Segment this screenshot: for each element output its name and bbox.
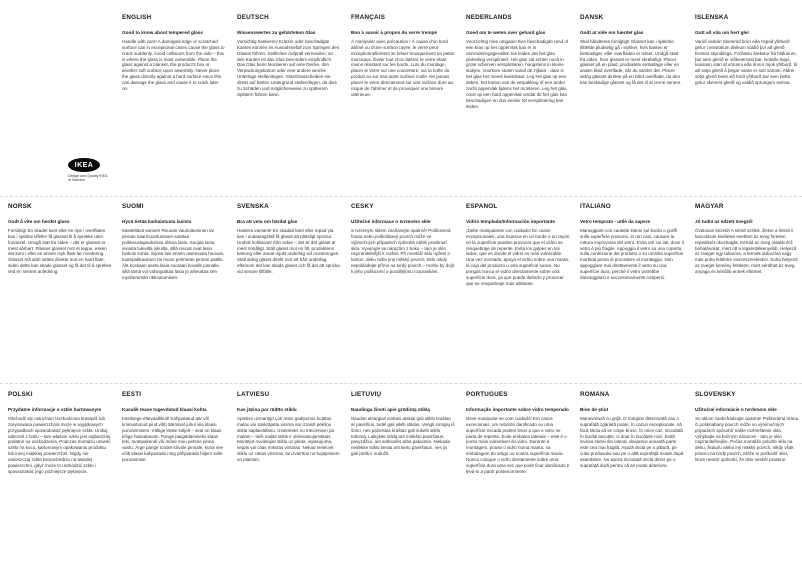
section-body: Manevrează cu grijă. O margine deteriorată sau o suprafață zgâriată poate, în cazuri excepționale, să facă sticla să se crape brusc. În orice caz, niciodată în bucăți ascuțite, ci doar în bucățele mici. Evită lovirea sticlei din lateral, deoarece această parte este cea mai fragilă. Așază sticla pe o pătură, pe cutia produsului sau pe o altă suprafață moale după asamblare. Nu așeza niciodată sticla direct pe o suprafață dură pentru că se poate deteriora. bbox=[580, 415, 684, 469]
language-label: EESTI bbox=[122, 391, 142, 398]
section-heading: Goed om te weten over gehard glas bbox=[466, 30, 546, 35]
language-label: ITALIANO bbox=[580, 203, 611, 210]
language-label: ENGLISH bbox=[122, 14, 152, 21]
section-is bbox=[695, 14, 799, 86]
section-body: Käsitsege ettevaatlikult! Kahjustatud äär või kriimustunud pind võib äärmisel juhul viia klaasi purunemiseni. Vältige lööke küljelt – seal on klaas kõige haavatavam. Pange paigaldamiseks klaas teki, tootepakendi või mõne muu pehme pinna vastu. Ärge pange toodet kõvale pinnale, kuna see võib klaasi kahjustada ning põhjustada hiljem selle purunemise. bbox=[122, 415, 224, 463]
section-body: Varúð varkár! Skemmd brún eða rispað yfirborð getur í einstökum tilvikum valdið því að glerið brotnar skyndilega. Forðastu árekstur frá hliðunum, þar sem glerið er viðkvæmast þar. Notaðu teppi, kassann utan af vörunni eða önnur mjúk yfirborð, til að setja glerið á þegar varan er sett saman. Aldrei setja glerið beint við hörð yfirborð þar sem þetta getur skemmt glerið og valdið sprungum seinna. bbox=[695, 38, 798, 86]
language-label: ČESKY bbox=[351, 203, 374, 210]
language-label: MAGYAR bbox=[695, 203, 724, 210]
section-lt bbox=[351, 391, 455, 457]
language-label: FRANÇAIS bbox=[351, 14, 386, 21]
language-label: ESPAÑOL bbox=[466, 203, 498, 210]
section-en bbox=[122, 14, 226, 92]
section-body: Voorzichtig mee omgaan! Een beschadigde rand of een kras op het oppervlak kan er in uitzonderingsgevallen toe leiden dat het glas plotseling versplintert. Het glas zal echter nooit in grote scherven versplinteren, hoogstens in kleine stukjes. Voorkom stoten vanaf de zijkant - daar is het glas het meest kwetsbaar. Leg het glas op een deken, het karton van de verpakking of een ander zacht oppervlak tijdens het monteren. Leg het glas nooit op een hard oppervlak omdat dit het glas kan beschadigen en dus eerder tot versplintering kan leiden. bbox=[466, 38, 569, 109]
section-de bbox=[237, 14, 341, 98]
section-et bbox=[122, 391, 226, 463]
section-heading: Godt å vite om herdet glass bbox=[8, 219, 70, 224]
section-sv bbox=[237, 203, 341, 275]
language-label: DANSK bbox=[580, 14, 604, 21]
section-fr bbox=[351, 14, 455, 98]
section-heading: Przydatne informacje o szkle hartowanym bbox=[8, 407, 102, 412]
section-heading: Kasulik teave tugevdatud klaasi kohta bbox=[122, 407, 207, 412]
section-body: So sklom zaobchádzajte opatrne! Poškodená hrana či poškriabaný povrch môže vo výnimočných prípadoch spôsobiť náhle roztrieštenie skla. Vyhýbajte sa bočným nárazom - tam je sklo najzraniteľnejšie. Počas montáže položte sklo na deku, škatuľu alebo iný mäkký povrch, nikdy však priamo na tvrdý povrch. Môže to poškodiť sklo, ktoré neskôr spôsobí, že sklo neskôr praskne. bbox=[695, 415, 799, 463]
section-nl bbox=[466, 14, 570, 110]
section-body: ¡Debe manipularse con cuidado! En casos excepcionales, una muesca en un borde o un rayón en la superficie pueden provocar que el vidrio se resquebraje de repente. Evita los golpes en los lados, que es donde el vidrio es más vulnerable. Una vez montado, apoya el vidrio sobre una manta, la caja del producto u otra superficie suave. No pongas nunca el vidrio directamente sobre una superficie dura, ya que puede dañarlo y provocar que se resquebraje más adelante. bbox=[466, 227, 570, 286]
section-heading: Bra att veta om härdat glas bbox=[237, 219, 298, 224]
section-body: Forsiktig! En skadet kant eller en ripe i overflaten kan i sjeldne tilfeller få glasset til å sprekke uten forvarsel. Unngå støt fra siden – det er glasset er mest sårbart. Plasser glasset mot et teppe, esken det kom i eller en annen myk flate før montering. Glasset må aldri settes direkte mot en hard flate, siden dette kan skade glasset og få det til å sprekke ved en senere anledning. bbox=[8, 227, 112, 275]
section-sk bbox=[695, 391, 799, 463]
section-heading: Informação importante sobre vidro temperado bbox=[466, 407, 569, 412]
section-heading: Good to know about tempered glass bbox=[122, 30, 203, 35]
section-body: Obchodź się ostrożnie! Uszkodzona krawędź lub zarysowana powierzchnia może w wyjątkowych przypadkach spowodować pęknięcie szkła. Unikaj uderzeń z boku – tam właśnie szkło jest najbardziej podatne na uszkodzenia. Podczas montażu umieść szkło na kocu, kartonowym opakowaniu produktu lub innej miękkiej powierzchni. Nigdy nie umieszczaj szkła bezpośrednio na twardej powierzchni, gdyż może to uszkodzić szkło i spowodować jego późniejsze pęknięcie. bbox=[8, 415, 111, 474]
section-heading: Wissenswertes zu gehärtetem Glas bbox=[237, 30, 316, 35]
section-pt bbox=[466, 391, 570, 475]
fold-line bbox=[0, 196, 802, 197]
language-label: ROMÂNA bbox=[580, 391, 610, 398]
section-heading: Užitečné informace o tvrzeném skle bbox=[351, 219, 431, 224]
language-label: SVENSKA bbox=[237, 203, 269, 210]
section-body: Maneggiare con cautela! Danni sul bordo o graffi sulla superficie possono, in rari casi, causare la rottura improvvisa del vetro. Evita urti sui lati, dove il vetro è più fragile. Appoggia il vetro su una coperta, sulla confezione del prodotto o su un'altra superficie morbida prima di procedere al montaggio. Non appoggiare mai direttamente il vetro su una superficie dura, perché il vetro potrebbe danneggiarsi e successivamente rompersi. bbox=[580, 227, 684, 281]
section-body: S tvrzeným sklem zacházejte opatrně! Poškozená hrana nebo poškrábaný povrch může ve výjimečných případech způsobit náhlé prasknutí skla. Vyvarujte se nárazům z boku – tam je sklo nejzranitelnější k rozbití. Při montáži sklo opřete o karton, deku nebo jiný měkký povrch. Sklo nikdy nepokládejte přímo na tvrdý povrch – mohlo by dojít k jeho poškození a pozdějšímu rozpraskání. bbox=[351, 227, 455, 275]
language-label: PORTUGUES bbox=[466, 391, 508, 398]
section-es bbox=[466, 203, 570, 287]
section-heading: Bon à savoir à propos du verre trempé bbox=[351, 30, 437, 35]
language-label: SUOMI bbox=[122, 203, 144, 210]
section-body: Deve manipular-se com cuidado! Em casos excecionais, um rebordo danificado ou uma superfície riscada podem levar a que o vidro se parta de repente. Evite embates laterais – este é o ponto mais vulnerável do vidro. Durante a montagem, pouse o vidro numa manta, na embalagem do artigo ou noutra superfície macia. Nunca coloque o vidro diretamente sobre uma superfície dura uma vez que pode ficar danificado e levá-lo a partir posteriormente. bbox=[466, 415, 570, 474]
ikea-logo-mark bbox=[68, 158, 100, 172]
section-heading: Jó tudni az edzett üvegről bbox=[695, 219, 753, 224]
section-heading: Vetro temprato - utile da sapere bbox=[580, 219, 651, 224]
language-label: DEUTSCH bbox=[237, 14, 269, 21]
section-heading: Užitočné informácie o tvrdenom skle bbox=[695, 407, 777, 412]
section-hu bbox=[695, 203, 799, 275]
fold-line bbox=[0, 383, 802, 384]
language-label: NEDERLANDS bbox=[466, 14, 512, 21]
section-ro bbox=[580, 391, 684, 469]
language-label: NORSK bbox=[8, 203, 32, 210]
section-heading: Gott að vita um hert gler bbox=[695, 30, 750, 35]
section-it bbox=[580, 203, 684, 281]
section-body: Naudoti atsargiai! Kartais atskiai gali stiklo kraštas ar paviršius, todėl gali įskilti stiklas. Vengti smūgių iš šono, nes pažeistas kraštas gali sukelti stiklo trūkimą. Laikykite stiklą ant minkšto paviršiaus, pavyzdžiui, ant antklodės arba pakuotės. Niekada nedėkite stiklo tiesiai ant kieto paviršiaus, nes jis gali įskilti ir sudužti. bbox=[351, 415, 455, 457]
section-pl bbox=[8, 391, 112, 475]
section-body: À manipuler avec précaution ! À cause d'un bord abîmé ou d'une surface rayée, le verre peut exceptionnellement se briser brusquement en petits morceaux. Éviter tout choc latéral, le verre étant moins résistant sur les bords. Lors du montage, placer le verre sur une couverture, sur la boîte du produit ou sur tout autre surface molle. Ne jamais placer le verre directement sur une surface dure au risque de l'abîmer et de provoquer une brisure ultérieure. bbox=[351, 38, 455, 97]
section-heading: Bine de știut bbox=[580, 407, 609, 412]
section-body: Óvatosan kezeld! A sérült szélek, illetve a felszíni karcolások kivételes esetben az üveg hirtelen repedését okozhatják. Kerüld az üveg oldalát érő behatásokat, mert ott a legsérülékenyebb. Helyezd az üveget egy takaróra, a termék dobozára vagy más puha felületre összeszereléskor. Soha helyezd az üveget kemény felületre, mert sérülhet az üveg anyaga és később ennek eltörhet. bbox=[695, 227, 798, 275]
section-da bbox=[580, 14, 684, 86]
section-body: Hantera varsamt! En skadad kant eller repad yta kan i undantagsfall få glaset att plötsligt spricka. Undvik kollisioner från sidan – det är där glaset är mest ömtåligt. Ställ glaset mot en filt, produktens kartong eller annat mjukt underlag vid monteringen. Ställ aldrig glaset direkt mot ett hårt underlag, eftersom det kan skada glaset och få det att spricka vid senare tillfälle. bbox=[237, 227, 340, 275]
section-lv bbox=[237, 391, 341, 463]
language-label: ÍSLENSKA bbox=[695, 14, 729, 21]
section-heading: Kas jāzina par rūdīto stiklu bbox=[237, 407, 297, 412]
language-label: LIETUVIŲ bbox=[351, 391, 382, 398]
section-body: Handle with care! A damaged edge or scratched surface can in exceptional cases cause the glass to crack suddenly. Avoid collisions from the side – this is where the glass is most vulnerable. Place the glass against a blanket, the product's box or another soft surface upon assembly. Never place the glass directly against a hard surface since this can damage the glass and cause it to crack later on. bbox=[122, 38, 225, 92]
language-label: LATVIEŠU bbox=[237, 391, 270, 398]
section-cs bbox=[351, 203, 455, 275]
section-body: Apieties uzmanīgi! Ļoti retos gadījumos bojātas malas vai saskrāpēta virsma var izraisīt pēkšņu stikla saplaisāšanu. Izvairieties no triecieniem pa malām – tieši malās stikls ir visievainojamākais. Montējot novietojiet stiklu uz pleda, iepakojuma, segas vai citas mīkstas virsmas. Nekad nelieciet stiklu uz cietas virsmas, lai izvairītos no bojājumiem un plaisām. bbox=[237, 415, 340, 463]
ikea-logo bbox=[68, 158, 108, 182]
section-no bbox=[8, 203, 112, 275]
section-heading: Naudinga žinoti apie grūdintą stiklą bbox=[351, 407, 430, 412]
logo-tagline: Design and Quality IKEA of Sweden bbox=[68, 174, 108, 183]
section-heading: Godt at vide om hærdet glas bbox=[580, 30, 644, 35]
logo-text: IKEA bbox=[74, 161, 94, 169]
section-body: Skal håndteres forsigtigt! Glasset kan i sjældne tilfælde pludselig gå i stykker, hvis kanten er beskadiget, eller overfladen er ridset. Undgå stød fra siden, hvor glasset er mest skrøbeligt. Placer glasset på en plaid, produktets emballage eller en anden blød overflade, når du samler det. Placer aldrig glasset direkte på en hård overflade, da den kan beskadige glasset og få det til at revne senere. bbox=[580, 38, 682, 86]
language-label: POLSKI bbox=[8, 391, 33, 398]
section-body: Vorsichtig hantieren! Kratzer oder beschädigte Kanten können im Ausnahmefall zum Springen des Glases führen. Seitlichen Aufprall vermeiden; an den Kanten ist das Glas besonders empfindlich. Das Glas beim Montieren auf eine Decke, den Verpackungskarton oder eine andere weiche Unterlage stellen/legen. Glas/Glasscheiben nie direkt auf harten Untergrund stellen/legen, da dies zu Schäden und möglicherweise zu späterem Splittern führen kann. bbox=[237, 38, 340, 97]
section-heading: Hyvä tietää karkaistusta lasista bbox=[122, 219, 192, 224]
section-heading: Vidrio templado/Información importante bbox=[466, 219, 555, 224]
section-body: Käsiteltävä varoen! Reunan vaurioituminen tai pinnan naarmuuntuminen saattaa poikkeustapauksissa rikkoa lasin. Suojaa lasia sivusta tulevilta iskuilta, sillä reunat ovat lasin heikoin kohta. Sijoita lasi ennen asennusta huovan, tuotepakkauksen tai muun pehmeän pinnan päälle. Älä koskaan aseta lasia suoraan kovalle pinnalle, sillä tämä voi vahingoittaa lasia ja aiheuttaa sen myöhemmän rikkoutumisen. bbox=[122, 227, 225, 281]
language-label: SLOVENSKY bbox=[695, 391, 736, 398]
section-fi bbox=[122, 203, 226, 281]
